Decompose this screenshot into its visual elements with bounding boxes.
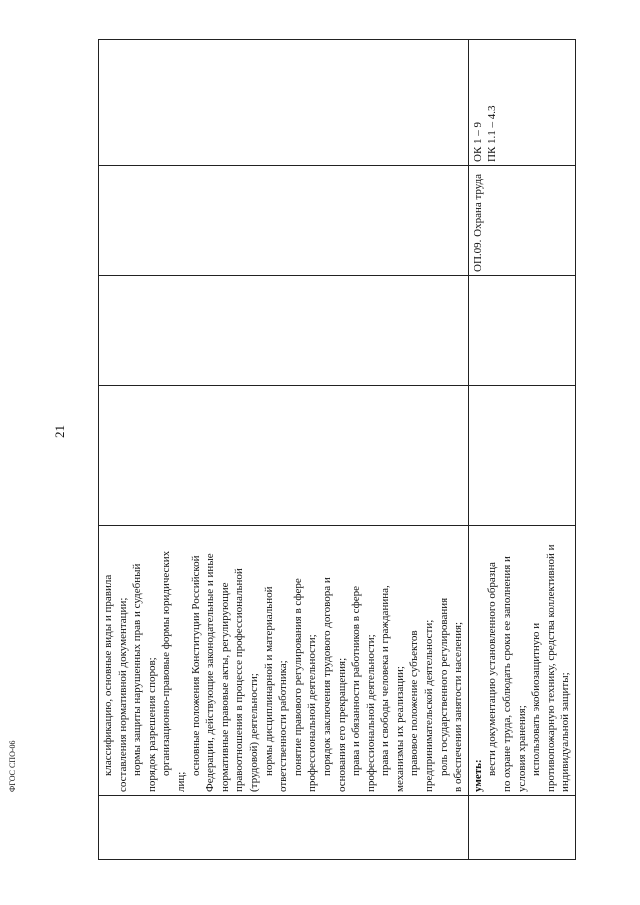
cell-index: [99, 796, 469, 860]
knowledge-line: механизмы их реализации;: [393, 666, 406, 792]
competency-code: ОК 1 – 9: [471, 121, 484, 162]
skill-line: по охране труда, соблюдать сроки ее заполнения и: [501, 556, 514, 792]
cell-hours-class: [99, 276, 469, 386]
knowledge-line: классификацию, основные виды и правила: [102, 574, 114, 776]
knowledge-line: предпринимательской деятельности;: [423, 619, 436, 792]
skill-line: вести документацию установленного образца: [486, 562, 499, 776]
knowledge-line: правовое положение субъектов: [408, 630, 421, 776]
knowledge-line: профессиональной деятельности;: [306, 634, 319, 792]
knowledge-line: роль государственного регулирования: [437, 597, 450, 776]
skill-line: условия хранения;: [515, 705, 528, 792]
knowledge-line: понятие правового регулирования в сфере: [291, 578, 304, 776]
knowledge-line: нормы дисциплинарной и материальной: [262, 586, 275, 776]
cell-hours-max: [468, 386, 575, 526]
knowledge-line: профессиональной деятельности;: [364, 634, 377, 792]
discipline-name: ОП.09. Охрана труда: [471, 173, 484, 272]
skills-list: [485, 529, 573, 792]
knowledge-line: основания его прекращения;: [335, 657, 348, 792]
knowledge-line: в обеспечении занятости населения;: [452, 621, 465, 792]
cell-competencies-empty: [99, 40, 469, 166]
knowledge-line: составления нормативной документации;: [116, 597, 129, 792]
knowledge-line: порядок разрешения споров;: [145, 657, 158, 792]
cell-knowledge: [99, 526, 469, 796]
knowledge-line: нормы защиты нарушенных прав и судебный: [131, 563, 144, 776]
competency-code: ПК 1.1 – 4.3: [486, 105, 499, 162]
cell-discipline: [468, 166, 575, 276]
cell-index: [468, 796, 575, 860]
cell-skills: [468, 526, 575, 796]
rotated-table-container: [98, 40, 572, 860]
skill-line: индивидуальной защиты;: [559, 672, 572, 792]
knowledge-line: лиц;: [174, 771, 187, 792]
knowledge-list: [101, 529, 466, 792]
knowledge-line: организационно-правовые формы юридических: [160, 550, 173, 776]
knowledge-line: основные положения Конституции Российской: [189, 555, 202, 776]
knowledge-line: нормативные правовые акты, регулирующие: [218, 582, 231, 792]
curriculum-table: [98, 39, 576, 860]
knowledge-line: права и свободы человека и гражданина,: [379, 585, 392, 776]
page-number: 21: [52, 425, 67, 438]
knowledge-line: ответственности работника;: [277, 660, 290, 792]
cell-discipline-empty: [99, 166, 469, 276]
cell-hours-max: [99, 386, 469, 526]
knowledge-line: правоотношения в процессе профессиональной: [233, 568, 246, 792]
skills-heading: уметь:: [471, 759, 484, 792]
knowledge-line: порядок заключения трудового договора и: [320, 577, 333, 776]
knowledge-line: права и обязанности работников в сфере: [350, 585, 363, 776]
knowledge-line: (трудовой) деятельности;: [247, 673, 260, 792]
skill-line: использовать экобиозащитную и: [530, 622, 543, 776]
footer-code: ФГОС СПО-06: [8, 740, 17, 792]
table-row-knowledge: [99, 40, 469, 860]
knowledge-line: Федерации, действующие законодательные и иные: [204, 553, 217, 792]
table-row-skills: [468, 40, 575, 860]
cell-competencies: [468, 40, 575, 166]
cell-hours-class: [468, 276, 575, 386]
skill-line: противопожарную технику, средства коллективной и: [544, 544, 557, 792]
